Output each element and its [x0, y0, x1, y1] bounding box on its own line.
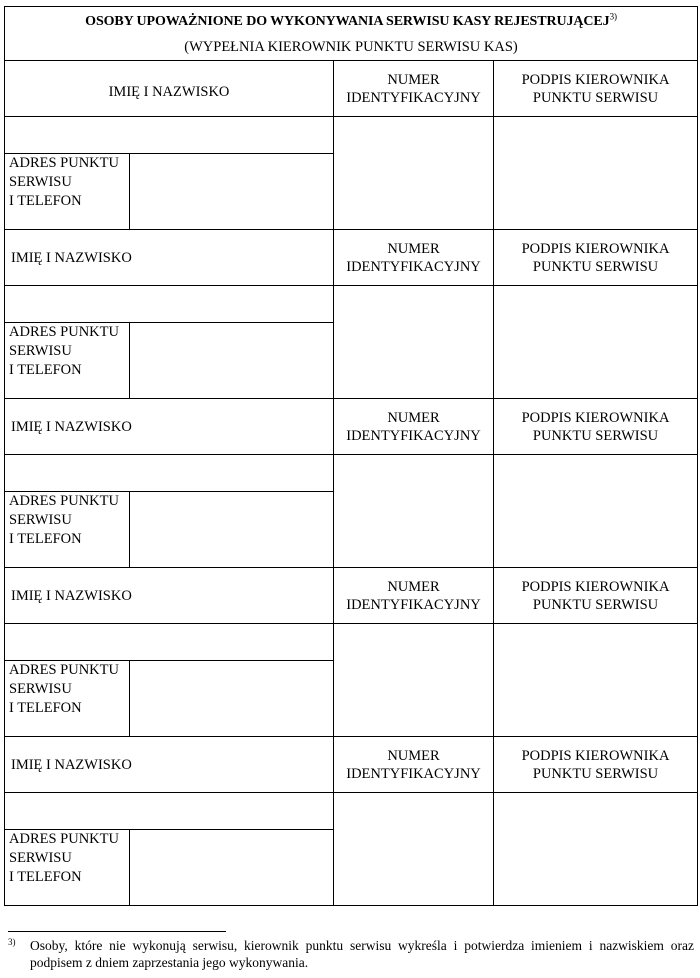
header-id-line2: IDENTYFIKACYJNY [346, 765, 481, 782]
address-label-line3: I TELEFON [9, 193, 82, 209]
id-number-field[interactable] [334, 624, 494, 737]
header-name [5, 230, 334, 286]
address-label-line1: ADRES PUNKTU [9, 831, 119, 847]
address-label-line3: I TELEFON [9, 869, 82, 885]
authorized-persons-form [4, 6, 698, 906]
person-header-row [5, 568, 698, 624]
manager-signature-field[interactable] [494, 286, 698, 399]
header-sig-line2: PUNKTU SERWISU [532, 258, 659, 275]
address-label [5, 830, 130, 906]
header-id-line2: IDENTYFIKACYJNY [346, 427, 481, 444]
address-entry-field[interactable] [130, 661, 334, 737]
header-sig-line1: PODPIS KIEROWNIKA [521, 578, 670, 595]
address-label-line3: I TELEFON [9, 700, 82, 716]
address-label-line3: I TELEFON [9, 531, 82, 547]
id-number-field[interactable] [334, 793, 494, 906]
name-entry-field[interactable] [5, 286, 334, 323]
header-manager-signature [494, 399, 698, 455]
header-id-number [334, 737, 494, 793]
header-id-line2: IDENTYFIKACYJNY [346, 258, 481, 275]
form-title-text: OSOBY UPOWAŻNIONE DO WYKONYWANIA SERWISU KASY REJESTRUJĄCEJ [85, 14, 610, 29]
header-id-line1: NUMER [387, 240, 440, 257]
person-name-row [5, 624, 698, 661]
header-manager-signature [494, 61, 698, 117]
address-label [5, 323, 130, 399]
header-id-line2: IDENTYFIKACYJNY [346, 89, 481, 106]
address-label [5, 492, 130, 568]
header-sig-line2: PUNKTU SERWISU [532, 596, 659, 613]
header-sig-line1: PODPIS KIEROWNIKA [521, 409, 670, 426]
address-entry-field[interactable] [130, 492, 334, 568]
header-name-text: IMIĘ I NAZWISKO [11, 418, 132, 435]
header-name-text: IMIĘ I NAZWISKO [11, 587, 132, 604]
name-entry-field[interactable] [5, 624, 334, 661]
header-name-text: IMIĘ I NAZWISKO [11, 756, 132, 773]
address-entry-field[interactable] [130, 154, 334, 230]
address-label-line3: I TELEFON [9, 362, 82, 378]
header-manager-signature [494, 568, 698, 624]
person-header-row [5, 61, 698, 117]
address-label-line2: SERWISU [9, 850, 72, 866]
address-label-line1: ADRES PUNKTU [9, 662, 119, 678]
header-name [5, 568, 334, 624]
header-sig-line1: PODPIS KIEROWNIKA [521, 71, 670, 88]
header-id-line1: NUMER [387, 71, 440, 88]
header-manager-signature [494, 230, 698, 286]
manager-signature-field[interactable] [494, 793, 698, 906]
name-entry-field[interactable] [5, 455, 334, 492]
address-label-line2: SERWISU [9, 681, 72, 697]
id-number-field[interactable] [334, 286, 494, 399]
header-name [5, 399, 334, 455]
address-label-line2: SERWISU [9, 174, 72, 190]
id-number-field[interactable] [334, 455, 494, 568]
header-id-number [334, 399, 494, 455]
header-name [5, 737, 334, 793]
person-header-row [5, 399, 698, 455]
manager-signature-field[interactable] [494, 624, 698, 737]
address-label-line1: ADRES PUNKTU [9, 155, 119, 171]
person-name-row [5, 455, 698, 492]
address-label-line2: SERWISU [9, 343, 72, 359]
person-header-row [5, 230, 698, 286]
person-header-row [5, 737, 698, 793]
address-label-line2: SERWISU [9, 512, 72, 528]
manager-signature-field[interactable] [494, 117, 698, 230]
footnote [8, 937, 694, 971]
header-sig-line1: PODPIS KIEROWNIKA [521, 240, 670, 257]
header-sig-line2: PUNKTU SERWISU [532, 765, 659, 782]
form-title [5, 13, 697, 31]
header-manager-signature [494, 737, 698, 793]
form-title-cell [5, 7, 698, 61]
header-name [5, 61, 334, 117]
address-label-line1: ADRES PUNKTU [9, 493, 119, 509]
person-name-row [5, 286, 698, 323]
header-id-number [334, 568, 494, 624]
address-label [5, 154, 130, 230]
header-name-text: IMIĘ I NAZWISKO [108, 83, 230, 100]
form-subtitle: (WYPEŁNIA KIEROWNIK PUNKTU SERWISU KAS) [184, 39, 518, 55]
address-label [5, 661, 130, 737]
footnote-text: Osoby, które nie wykonują serwisu, kierownik punktu serwisu wykreśla i potwierdza imieniem i nazwiskiem oraz podpisem z dniem zaprzestania jego wykonywania. [30, 938, 694, 970]
header-id-number [334, 230, 494, 286]
name-entry-field[interactable] [5, 117, 334, 154]
footnote-mark: 3) [8, 937, 16, 947]
address-label-line1: ADRES PUNKTU [9, 324, 119, 340]
address-entry-field[interactable] [130, 830, 334, 906]
header-sig-line2: PUNKTU SERWISU [532, 89, 659, 106]
footnote-reference: 3) [609, 11, 617, 22]
title-row [5, 7, 698, 61]
header-id-line1: NUMER [387, 747, 440, 764]
manager-signature-field[interactable] [494, 455, 698, 568]
header-id-line1: NUMER [387, 578, 440, 595]
header-name-text: IMIĘ I NAZWISKO [11, 249, 132, 266]
name-entry-field[interactable] [5, 793, 334, 830]
address-entry-field[interactable] [130, 323, 334, 399]
person-name-row [5, 117, 698, 154]
header-id-number [334, 61, 494, 117]
footnote-separator [8, 931, 226, 932]
person-name-row [5, 793, 698, 830]
header-sig-line1: PODPIS KIEROWNIKA [521, 747, 670, 764]
header-sig-line2: PUNKTU SERWISU [532, 427, 659, 444]
header-id-line1: NUMER [387, 409, 440, 426]
id-number-field[interactable] [334, 117, 494, 230]
header-id-line2: IDENTYFIKACYJNY [346, 596, 481, 613]
